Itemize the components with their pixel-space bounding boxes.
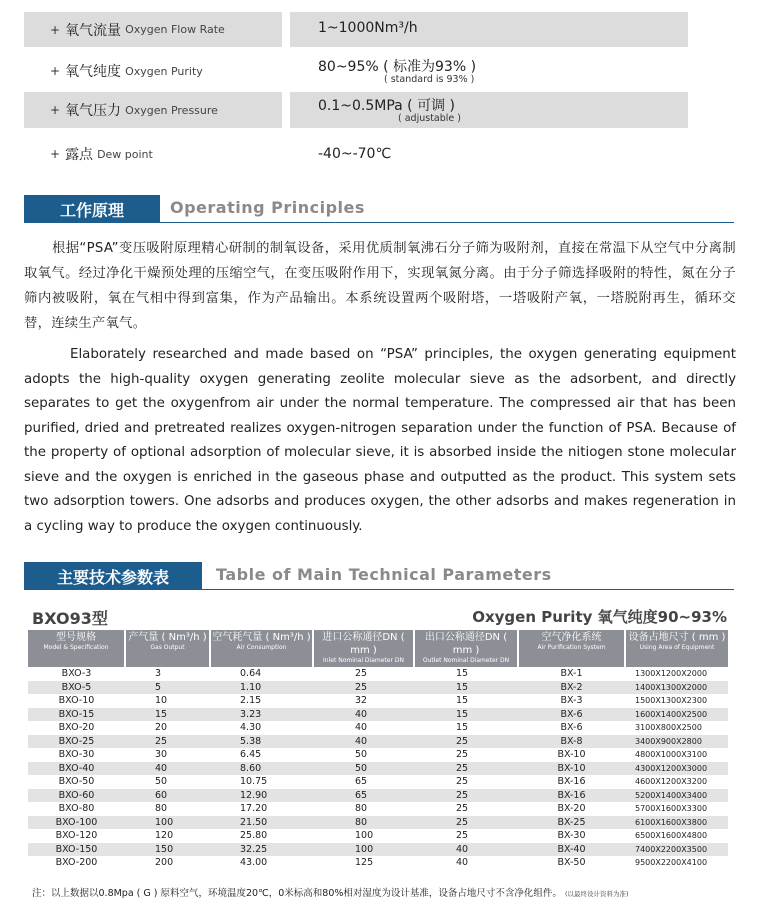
table-row	[28, 681, 728, 695]
table-cell: 30	[155, 749, 168, 760]
table-cell: BX-6	[560, 722, 583, 733]
table-cell: 25	[414, 789, 518, 803]
table-cell: BXO-25	[28, 735, 125, 749]
table-cell: BXO-15	[28, 708, 125, 722]
spec-row-pressure: + 氧气压力 Oxygen Pressure 0.1~0.5MPa ( 可调 ) ( adjustable )	[24, 92, 688, 128]
spec-value: 0.1~0.5MPa ( 可调 )	[318, 98, 456, 114]
table-cell: 80	[155, 803, 168, 814]
table-cell: BX-8	[518, 735, 625, 749]
spec-label-cn: 氧气流量	[65, 22, 122, 39]
spec-value: 80~95% ( 标准为93% )	[318, 59, 477, 75]
spec-row-dewpoint: + 露点 Dew point -40~-70℃	[50, 146, 392, 163]
table-cell: 50	[155, 776, 168, 787]
spec-label-cn: 氧气纯度	[65, 64, 122, 80]
table-cell: 40	[456, 857, 469, 868]
table-cell: 40	[355, 722, 368, 733]
table-row	[28, 802, 728, 816]
spec-sub: ( standard is 93% )	[384, 74, 475, 85]
parameters-title-cn: 主要技术参数表	[24, 562, 202, 590]
table-cell: 25	[414, 735, 518, 749]
col-header: 设备占地尺寸 ( mm ) Using Area of Equipment	[625, 630, 728, 667]
table-cell: BXO-100	[28, 816, 125, 830]
table-cell: BXO-10	[58, 695, 95, 706]
table-cell: BX-50	[557, 857, 586, 868]
table-row	[28, 775, 728, 789]
table-cell: 25	[456, 749, 469, 760]
principles-text-en: Elaborately researched and made based on “PSA” principles, the oxygen generating equipment adopts the high-quality oxygen generating zeolite molecular sieve as the adsorbent, and directly separates to get the oxygenfrom air under the normal temperature. The compressed air that has been purified, dried and pretreated realizes oxygen-nitrogen separation under the function of PSA. Because of the property of optional adsorption of molecular sieve, it is absorbed inside the nitiogen stone molecular sieve and the oxygen is enriched in the gaseous phase and outputted as the product. This system sets two adsorption towers. One adsorbs and produces oxygen, the other adsorbs and makes regeneration in a cycling way to produce the oxygen continuously.	[24, 347, 736, 534]
table-row	[28, 735, 728, 749]
table-cell: 15	[456, 695, 469, 706]
table-cell: 5.38	[210, 735, 313, 749]
table-cell: 0.64	[240, 668, 262, 679]
col-header: 空气净化系统 Air Purification System	[518, 630, 625, 667]
table-cell: 3	[155, 668, 162, 679]
table-cell: 50	[355, 749, 368, 760]
spec-value: 1~1000Nm³/h	[318, 20, 418, 36]
table-cell: BX-40	[518, 843, 625, 857]
table-cell: 1400X1300X2000	[625, 681, 728, 695]
table-row	[28, 762, 728, 776]
table-cell: 25	[355, 668, 368, 679]
table-cell: 100	[313, 843, 414, 857]
table-cell: 6500X1600X4800	[635, 831, 708, 840]
table-cell: 6.45	[240, 749, 262, 760]
table-cell: 5200X1400X3400	[625, 789, 728, 803]
table-cell: 80	[313, 816, 414, 830]
col-header: 空气耗气量 ( Nm³/h ) Air Consumption	[210, 630, 313, 667]
parameters-title-en: Table of Main Technical Parameters	[216, 565, 552, 584]
table-cell: 25	[456, 830, 469, 841]
table-cell: 1300X1200X2000	[635, 669, 708, 678]
table-cell: 25.80	[240, 830, 268, 841]
table-cell: 5700X1600X3300	[635, 804, 708, 813]
table-cell: 10	[155, 695, 168, 706]
table-cell: BXO-60	[28, 789, 125, 803]
table-cell: 15	[456, 668, 469, 679]
table-cell: 2.15	[240, 695, 262, 706]
table-cell: BX-1	[560, 668, 583, 679]
table-cell: 60	[125, 789, 210, 803]
purity-label: Oxygen Purity 氧气纯度90~93%	[472, 608, 727, 626]
section-divider	[160, 222, 734, 223]
col-header: 进口公称通径DN ( mm ) Inlet Nominal Diameter DN	[313, 630, 414, 667]
col-header: 产气量 ( Nm³/h ) Gas Output	[125, 630, 210, 667]
table-cell: 200	[155, 857, 174, 868]
table-cell: 3100X800X2500	[635, 723, 702, 732]
table-cell: 21.50	[210, 816, 313, 830]
table-cell: 17.20	[240, 803, 268, 814]
table-row	[28, 843, 728, 857]
table-cell: 40	[414, 843, 518, 857]
table-cell: 40	[313, 708, 414, 722]
table-cell: 65	[355, 776, 368, 787]
table-cell: 100	[125, 816, 210, 830]
table-cell: 43.00	[240, 857, 268, 868]
table-cell: BXO-30	[58, 749, 95, 760]
table-cell: 4.30	[240, 722, 262, 733]
table-cell: 7400X2200X3500	[625, 843, 728, 857]
table-cell: 9500X2200X4100	[635, 858, 708, 867]
table-cell: BX-10	[518, 762, 625, 776]
spec-sub: ( adjustable )	[398, 113, 461, 124]
table-cell: 15	[414, 708, 518, 722]
table-cell: BXO-50	[58, 776, 95, 787]
table-cell: BXO-3	[61, 668, 92, 679]
table-cell: 80	[355, 803, 368, 814]
spec-label-cn: 露点	[65, 147, 94, 163]
principles-title-en: Operating Principles	[170, 198, 365, 217]
table-cell: 15	[414, 681, 518, 695]
table-cell: BX-25	[518, 816, 625, 830]
section-divider	[202, 589, 734, 590]
parameters-table	[28, 630, 728, 870]
table-cell: BXO-150	[28, 843, 125, 857]
table-cell: 50	[313, 762, 414, 776]
table-cell: BX-30	[557, 830, 586, 841]
table-cell: 4600X1200X3200	[635, 777, 708, 786]
footnote: 注：以上数据以0.8Mpa ( G ) 原料空气，环境温度20℃，0米标高和80%相对湿度为设计基准，设备占地尺寸不含净化组件。 (以最终设计资料为准)	[32, 888, 629, 899]
table-cell: 25	[414, 816, 518, 830]
table-cell: 25	[313, 681, 414, 695]
principles-header	[24, 195, 734, 225]
table-cell: 4300X1200X3000	[625, 762, 728, 776]
spec-value: -40~-70℃	[318, 146, 392, 162]
model-series: BXO93型	[32, 609, 108, 628]
table-cell: BXO-40	[28, 762, 125, 776]
table-cell: 32	[355, 695, 368, 706]
table-row	[28, 667, 728, 681]
table-cell: BX-16	[557, 776, 586, 787]
principles-text-cn: 根据“PSA”变压吸附原理精心研制的制氧设备，采用优质制氧沸石分子筛为吸附剂，直接在常温下从空气中分离制取氧气。经过净化干燥预处理的压缩空气，在变压吸附作用下，实现氧氮分离。由于分子筛选择吸附的特性，氮在分子筛内被吸附，氧在气相中得到富集，作为产品输出。本系统设置两个吸附塔，一塔吸附产氧，一塔脱附再生，循环交替，连续生产氧气。	[24, 241, 736, 331]
table-cell: BX-6	[518, 708, 625, 722]
table-row	[28, 694, 728, 708]
table-cell: BXO-5	[28, 681, 125, 695]
table-cell: 120	[155, 830, 174, 841]
table-cell: 6100X1600X3800	[625, 816, 728, 830]
spec-label-en: Dew point	[97, 147, 153, 161]
table-cell: BX-20	[557, 803, 586, 814]
table-cell: BX-3	[560, 695, 583, 706]
table-row	[28, 856, 728, 870]
table-cell: BXO-200	[55, 857, 98, 868]
table-cell: 25	[414, 762, 518, 776]
table-cell: 25	[125, 735, 210, 749]
principles-title-cn: 工作原理	[24, 195, 160, 223]
table-cell: 100	[355, 830, 374, 841]
spec-label-cn: 氧气压力	[65, 103, 122, 119]
table-cell: 65	[313, 789, 414, 803]
table-cell: 20	[155, 722, 168, 733]
table-cell: 150	[125, 843, 210, 857]
table-cell: 25	[456, 803, 469, 814]
col-header: 型号规格 Model & Specification	[28, 630, 125, 667]
spec-row-purity: + 氧气纯度 Oxygen Purity 80~95% ( 标准为93% ) ( standard is 93% )	[24, 52, 688, 90]
table-row	[28, 789, 728, 803]
table-cell: BXO-80	[58, 803, 95, 814]
table-cell: 3.23	[210, 708, 313, 722]
table-row	[28, 816, 728, 830]
table-row	[28, 748, 728, 762]
table-cell: 1.10	[210, 681, 313, 695]
table-cell: 1500X1300X2300	[635, 696, 708, 705]
parameters-header	[24, 562, 734, 592]
table-cell: BXO-20	[58, 722, 95, 733]
spec-label-en: Oxygen Pressure	[125, 103, 218, 117]
table-cell: 25	[456, 776, 469, 787]
table-cell: 10.75	[240, 776, 268, 787]
table-cell: 32.25	[210, 843, 313, 857]
spec-label-en: Oxygen Purity	[125, 64, 203, 78]
table-cell: 15	[456, 722, 469, 733]
table-cell: 12.90	[210, 789, 313, 803]
table-cell: BXO-120	[55, 830, 98, 841]
table-cell: 40	[313, 735, 414, 749]
table-header-row	[28, 630, 728, 667]
table-cell: 1600X1400X2500	[625, 708, 728, 722]
table-cell: 5	[125, 681, 210, 695]
table-cell: 3400X900X2800	[625, 735, 728, 749]
table-row	[28, 829, 728, 843]
table-cell: 125	[355, 857, 374, 868]
table-cell: BX-10	[557, 749, 586, 760]
table-cell: BX-16	[518, 789, 625, 803]
table-cell: 40	[125, 762, 210, 776]
table-row	[28, 721, 728, 735]
table-cell: 8.60	[210, 762, 313, 776]
spec-row-flow: + 氧气流量 Oxygen Flow Rate 1~1000Nm³/h	[24, 12, 688, 47]
col-header: 出口公称通径DN ( mm ) Outlet Nominal Diameter DN	[414, 630, 518, 667]
table-row	[28, 708, 728, 722]
table-cell: 15	[125, 708, 210, 722]
spec-label-en: Oxygen Flow Rate	[125, 23, 225, 36]
table-cell: 4800X1000X3100	[635, 750, 708, 759]
table-cell: BX-2	[518, 681, 625, 695]
